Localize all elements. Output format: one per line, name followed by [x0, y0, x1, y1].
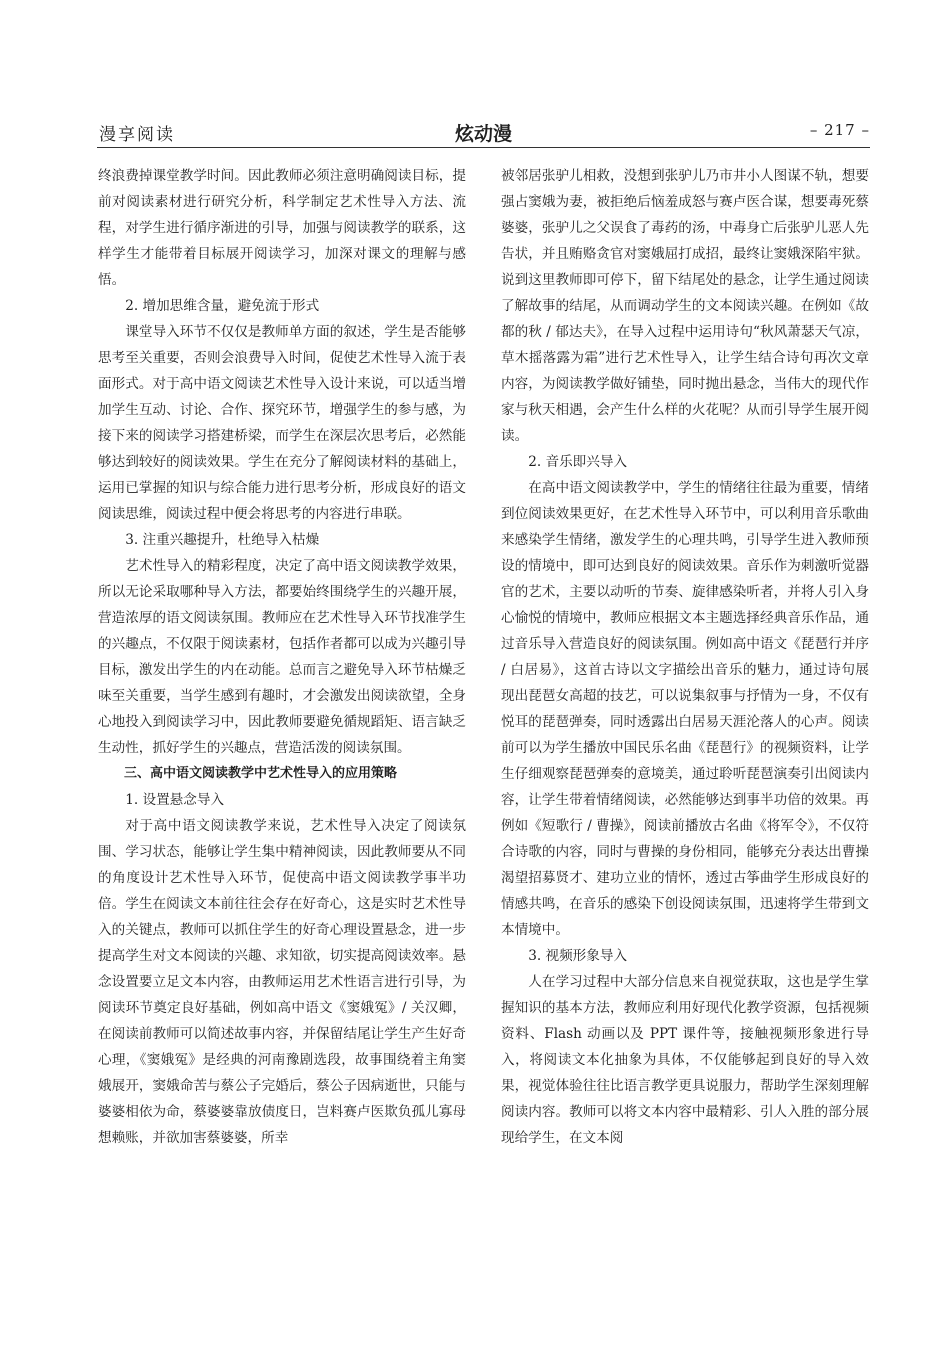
paragraph: 艺术性导入的精彩程度，决定了高中语文阅读教学效果，所以无论采取哪种导入方法，都要始终围绕学生的兴趣开展，营造浓厚的语文阅读氛围。教师应在艺术性导入环节找准学生的兴趣点，不仅限于阅读素材，包括作者都可以成为兴趣引导目标，激发出学生的内在动能。总而言之避免导入环节枯燥乏味至关重要，当学生感到有趣时，才会激发出阅读欲望，全身心地投入到阅读学习中，因此教师要避免循规蹈矩、语言缺乏生动性，抓好学生的兴趣点，营造活泼的阅读氛围。: [98, 558, 466, 756]
subheading: 3. 视频形象导入: [528, 948, 628, 964]
paragraph: 课堂导入环节不仅仅是教师单方面的叙述，学生是否能够思考至关重要，否则会浪费导入时间，促使艺术性导入流于表面形式。对于高中语文阅读艺术性导入设计来说，可以适当增加学生互动、讨论、合作、探究环节，增强学生的参与感，为接下来的阅读学习搭建桥梁，而学生在深层次思考后，必然能够达到较好的阅读效果。学生在充分了解阅读材料的基础上，运用已掌握的知识与综合能力进行思考分析，形成良好的语文阅读思维，阅读过程中便会将思考的内容进行串联。: [98, 324, 466, 522]
paragraph: 终浪费掉课堂教学时间。因此教师必须注意明确阅读目标，提前对阅读素材进行研究分析，科学制定艺术性导入方法、流程，对学生进行循序渐进的引导，加强与阅读教学的联系，这样学生才能带着目标展开阅读学习，加深对课文的理解与感悟。: [98, 168, 466, 288]
journal-title: 炫动漫: [454, 123, 512, 145]
header-rule: [97, 147, 870, 148]
paragraph: 被邻居张驴儿相救，没想到张驴儿乃市井小人图谋不轨，想要强占窦娥为妻，被拒绝后恼羞成怒与赛卢医合谋，想要毒死蔡婆婆，张驴儿之父误食了毒药的汤，中毒身亡后张驴儿恶人先告状，并且贿赂贪官对窦娥屈打成招，最终让窦娥深陷牢狱。说到这里教师即可停下，留下结尾处的悬念，让学生通过阅读了解故事的结尾，从而调动学生的文本阅读兴趣。在例如《故都的秋 / 郁达夫》，在导入过程中运用诗句“秋风萧瑟天气凉，草木摇落露为霜”进行艺术性导入，让学生结合诗句再次文章内容，为阅读教学做好铺垫，同时抛出悬念，当伟大的现代作家与秋天相遇，会产生什么样的火花呢？从而引导学生展开阅读。: [501, 168, 869, 444]
subheading: 2. 增加思维含量，避免流于形式: [125, 298, 320, 314]
column-name: 漫享阅读: [99, 125, 175, 145]
subheading: 3. 注重兴趣提升，杜绝导入枯燥: [125, 532, 320, 548]
right-column: [501, 163, 869, 1151]
paragraph: 在高中语文阅读教学中，学生的情绪往往最为重要，情绪到位阅读效果更好，在艺术性导入环节中，可以利用音乐歌曲来感染学生情绪，激发学生的心理共鸣，引导学生进入教师预设的情境中，即可达到良好的阅读效果。音乐作为刺激听觉器官的艺术，主要以动听的节奏、旋律感染听者，并将人引入身心愉悦的情境中，教师应根据文本主题选择经典音乐作品，通过音乐导入营造良好的阅读氛围。例如高中语文《琵琶行并序 / 白居易》，这首古诗以文字描绘出音乐的魅力，通过诗句展现出琵琶女高超的技艺，可以说集叙事与抒情为一身，不仅有悦耳的琵琶弹奏，同时透露出白居易天涯沦落人的心声。阅读前可以为学生播放中国民乐名曲《琵琶行》的视频资料，让学生仔细观察琵琶弹奏的意境美，通过聆听琵琶演奏引出阅读内容，让学生带着情绪阅读，必然能够达到事半功倍的效果。再例如《短歌行 / 曹操》，阅读前播放古名曲《将军令》，不仅符合诗歌的内容，同时与曹操的身份相同，能够充分表达出曹操渴望招募贤才、建功立业的情怀，透过古筝曲学生形成良好的情感共鸣，在音乐的感染下创设阅读氛围，迅速将学生带到文本情境中。: [501, 480, 869, 938]
running-header: [97, 116, 870, 146]
paragraph: 对于高中语文阅读教学来说，艺术性导入决定了阅读氛围、学习状态，能够让学生集中精神阅读，因此教师要从不同的角度设计艺术性导入环节，促使高中语文阅读教学事半功倍。学生在阅读文本前往往会存在好奇心，这是实时艺术性导入的关键点，教师可以抓住学生的好奇心理设置悬念，进一步提高学生对文本阅读的兴趣、求知欲，切实提高阅读效率。悬念设置要立足文本内容，由教师运用艺术性语言进行引导，为阅读环节奠定良好基础，例如高中语文《窦娥冤》/ 关汉卿，在阅读前教师可以简述故事内容，并保留结尾让学生产生好奇心理，《窦娥冤》是经典的河南豫剧选段，故事围绕着主角窦娥展开，窦娥命苦与蔡公子完婚后，蔡公子因病逝世，只能与婆婆相依为命，蔡婆婆靠放债度日，岂料赛卢医欺负孤儿寡母想赖账，并欲加害蔡婆婆，所幸: [98, 818, 466, 1146]
subheading: 2. 音乐即兴导入: [528, 454, 628, 470]
subheading: 1. 设置悬念导入: [125, 792, 225, 808]
section-heading: 三、高中语文阅读教学中艺术性导入的应用策略: [124, 766, 398, 781]
paragraph: 人在学习过程中大部分信息来自视觉获取，这也是学生掌握知识的基本方法，教师应利用好现代化教学资源，包括视频资料、Flash 动画以及 PPT 课件等，接触视频形象进行导入，将阅读文本化抽象为具体，不仅能够起到良好的导入效果，视觉体验往往比语言教学更具说服力，帮助学生深刻理解阅读内容。教师可以将文本内容中最精彩、引人入胜的部分展现给学生，在文本阅: [501, 974, 869, 1146]
left-column: [98, 163, 466, 1151]
page-number: – 217 –: [809, 121, 870, 139]
